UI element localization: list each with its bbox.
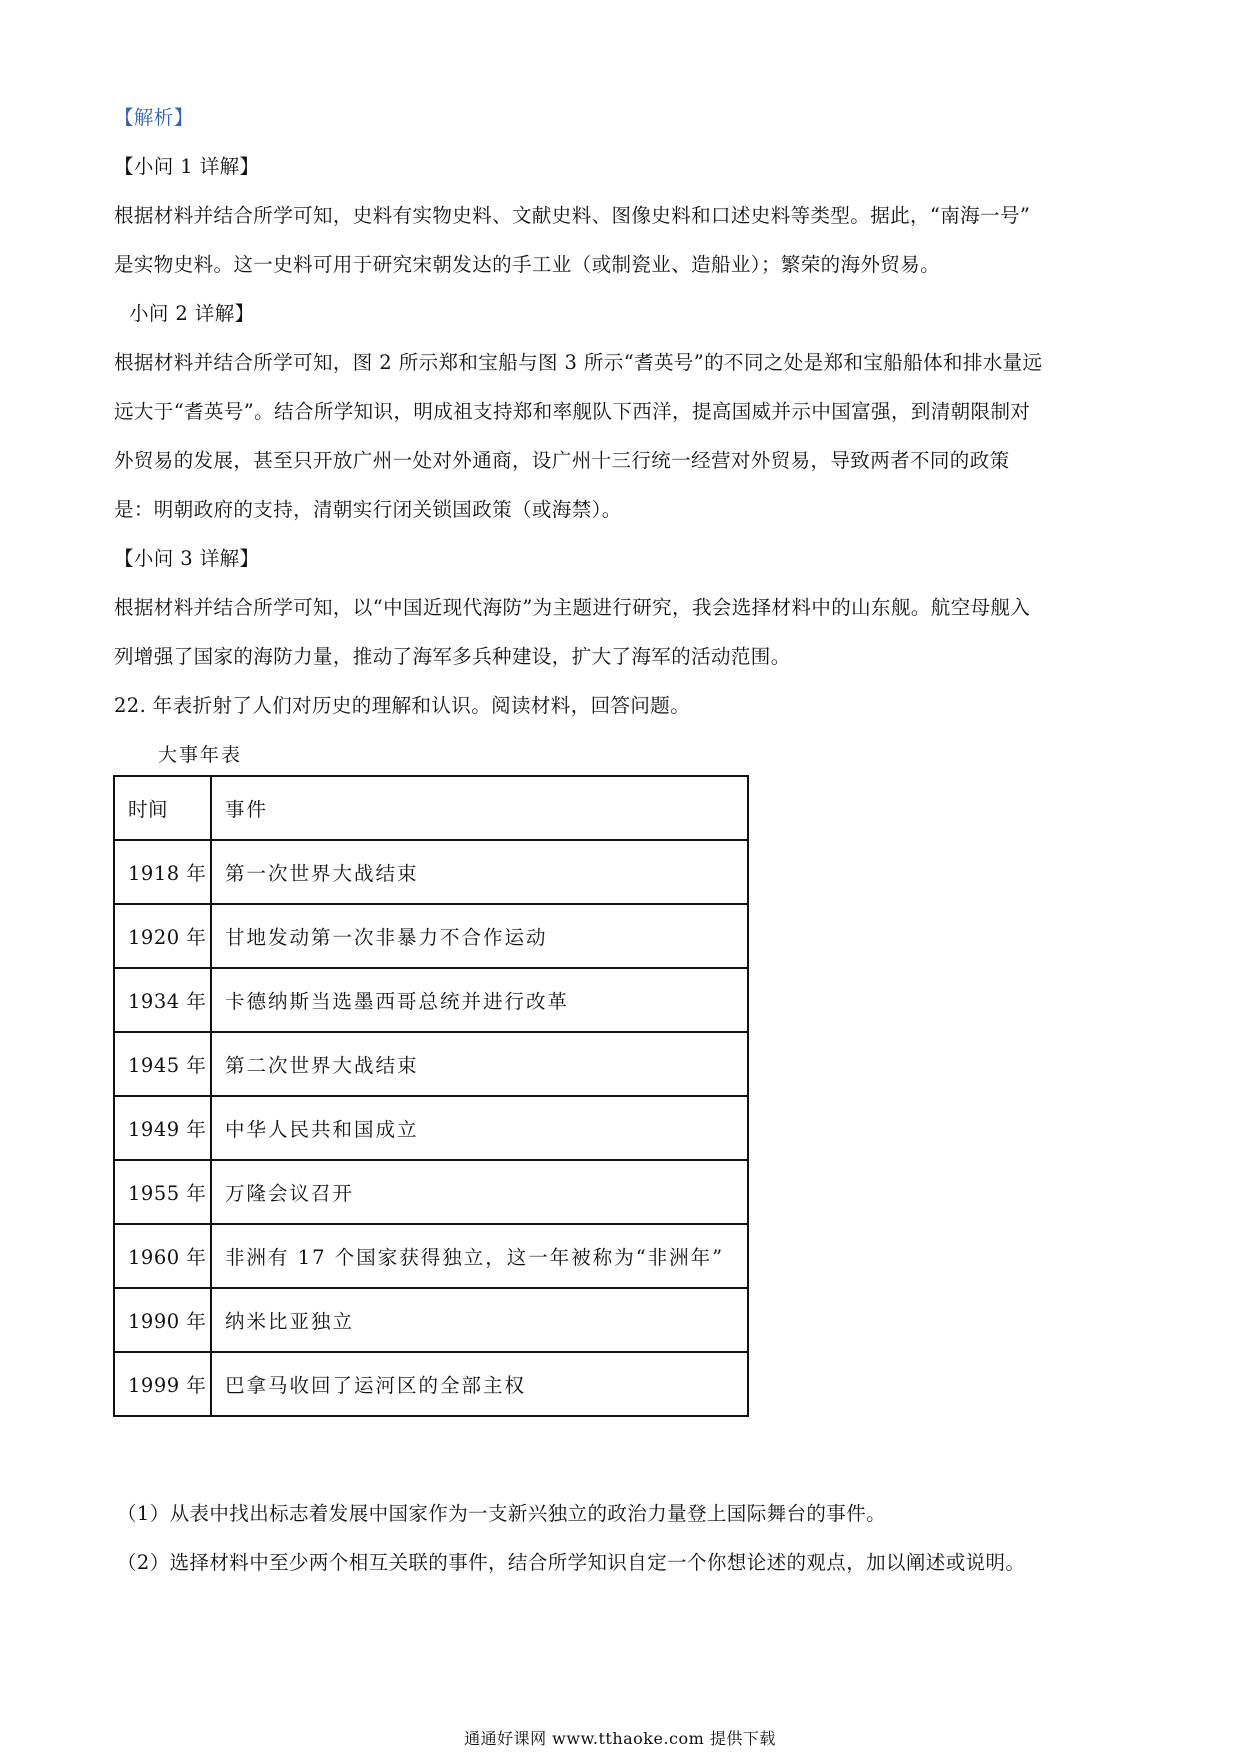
question-22: 22. 年表折射了人们对历史的理解和认识。阅读材料，回答问题。 bbox=[114, 694, 691, 717]
sub-question-2: （2）选择材料中至少两个相互关联的事件，结合所学知识自定一个你想论述的观点，加以阐述或说明。 bbox=[117, 1551, 1026, 1574]
row-event: 卡德纳斯当选墨西哥总统并进行改革 bbox=[211, 968, 748, 1032]
row-event: 第二次世界大战结束 bbox=[211, 1032, 748, 1096]
row-event: 第一次世界大战结束 bbox=[211, 840, 748, 904]
q2-heading: 小问 2 详解】 bbox=[129, 302, 255, 325]
row-year: 1955 年 bbox=[114, 1160, 211, 1224]
row-event: 非洲有 17 个国家获得独立，这一年被称为“非洲年” bbox=[211, 1224, 748, 1288]
q2-line: 远大于“耆英号”。结合所学知识，明成祖支持郑和率舰队下西洋，提高国威并示中国富强，到清朝限制对 bbox=[114, 400, 1031, 423]
footer-text: 通通好课网 www.tthaoke.com 提供下载 bbox=[464, 1729, 776, 1748]
q1-line: 是实物史料。这一史料可用于研究宋朝发达的手工业（或制瓷业、造船业）；繁荣的海外贸易。 bbox=[114, 253, 941, 276]
q3-line: 列增强了国家的海防力量，推动了海军多兵种建设，扩大了海军的活动范围。 bbox=[114, 645, 791, 668]
table-row bbox=[114, 1096, 748, 1160]
row-year: 1934 年 bbox=[114, 968, 211, 1032]
row-event: 纳米比亚独立 bbox=[211, 1288, 748, 1352]
table-row bbox=[114, 1288, 748, 1352]
q1-line: 根据材料并结合所学可知，史料有实物史料、文献史料、图像史料和口述史料等类型。据此，“南海一号” bbox=[114, 204, 1031, 227]
table-row bbox=[114, 1160, 748, 1224]
events-table bbox=[113, 775, 749, 1417]
q3-line: 根据材料并结合所学可知，以“中国近现代海防”为主题进行研究，我会选择材料中的山东舰。航空母舰入 bbox=[114, 596, 1031, 619]
q2-line: 是：明朝政府的支持，清朝实行闭关锁国政策（或海禁）。 bbox=[114, 498, 622, 521]
row-year: 1960 年 bbox=[114, 1224, 211, 1288]
table-row bbox=[114, 840, 748, 904]
table-row bbox=[114, 968, 748, 1032]
row-year: 1918 年 bbox=[114, 840, 211, 904]
table-row bbox=[114, 1032, 748, 1096]
table-header-row bbox=[114, 776, 748, 840]
q2-line: 根据材料并结合所学可知，图 2 所示郑和宝船与图 3 所示“耆英号”的不同之处是郑和宝船船体和排水量远 bbox=[114, 351, 1043, 374]
row-event: 万隆会议召开 bbox=[211, 1160, 748, 1224]
table-row bbox=[114, 904, 748, 968]
q1-heading: 【小问 1 详解】 bbox=[114, 155, 260, 178]
row-year: 1920 年 bbox=[114, 904, 211, 968]
sub-question-1: （1）从表中找出标志着发展中国家作为一支新兴独立的政治力量登上国际舞台的事件。 bbox=[117, 1502, 887, 1525]
table-row bbox=[114, 1352, 748, 1416]
row-year: 1945 年 bbox=[114, 1032, 211, 1096]
row-year: 1999 年 bbox=[114, 1352, 211, 1416]
q2-line: 外贸易的发展，甚至只开放广州一处对外通商，设广州十三行统一经营对外贸易，导致两者不同的政策 bbox=[114, 449, 1010, 472]
row-year: 1949 年 bbox=[114, 1096, 211, 1160]
row-event: 巴拿马收回了运河区的全部主权 bbox=[211, 1352, 748, 1416]
row-year: 1990 年 bbox=[114, 1288, 211, 1352]
row-event: 甘地发动第一次非暴力不合作运动 bbox=[211, 904, 748, 968]
header-time: 时间 bbox=[114, 776, 211, 840]
analysis-heading: 【解析】 bbox=[114, 106, 194, 129]
table-row bbox=[114, 1224, 748, 1288]
table-caption: 大事年表 bbox=[158, 744, 243, 766]
q3-heading: 【小问 3 详解】 bbox=[114, 547, 260, 570]
header-event: 事件 bbox=[211, 776, 748, 840]
row-event: 中华人民共和国成立 bbox=[211, 1096, 748, 1160]
